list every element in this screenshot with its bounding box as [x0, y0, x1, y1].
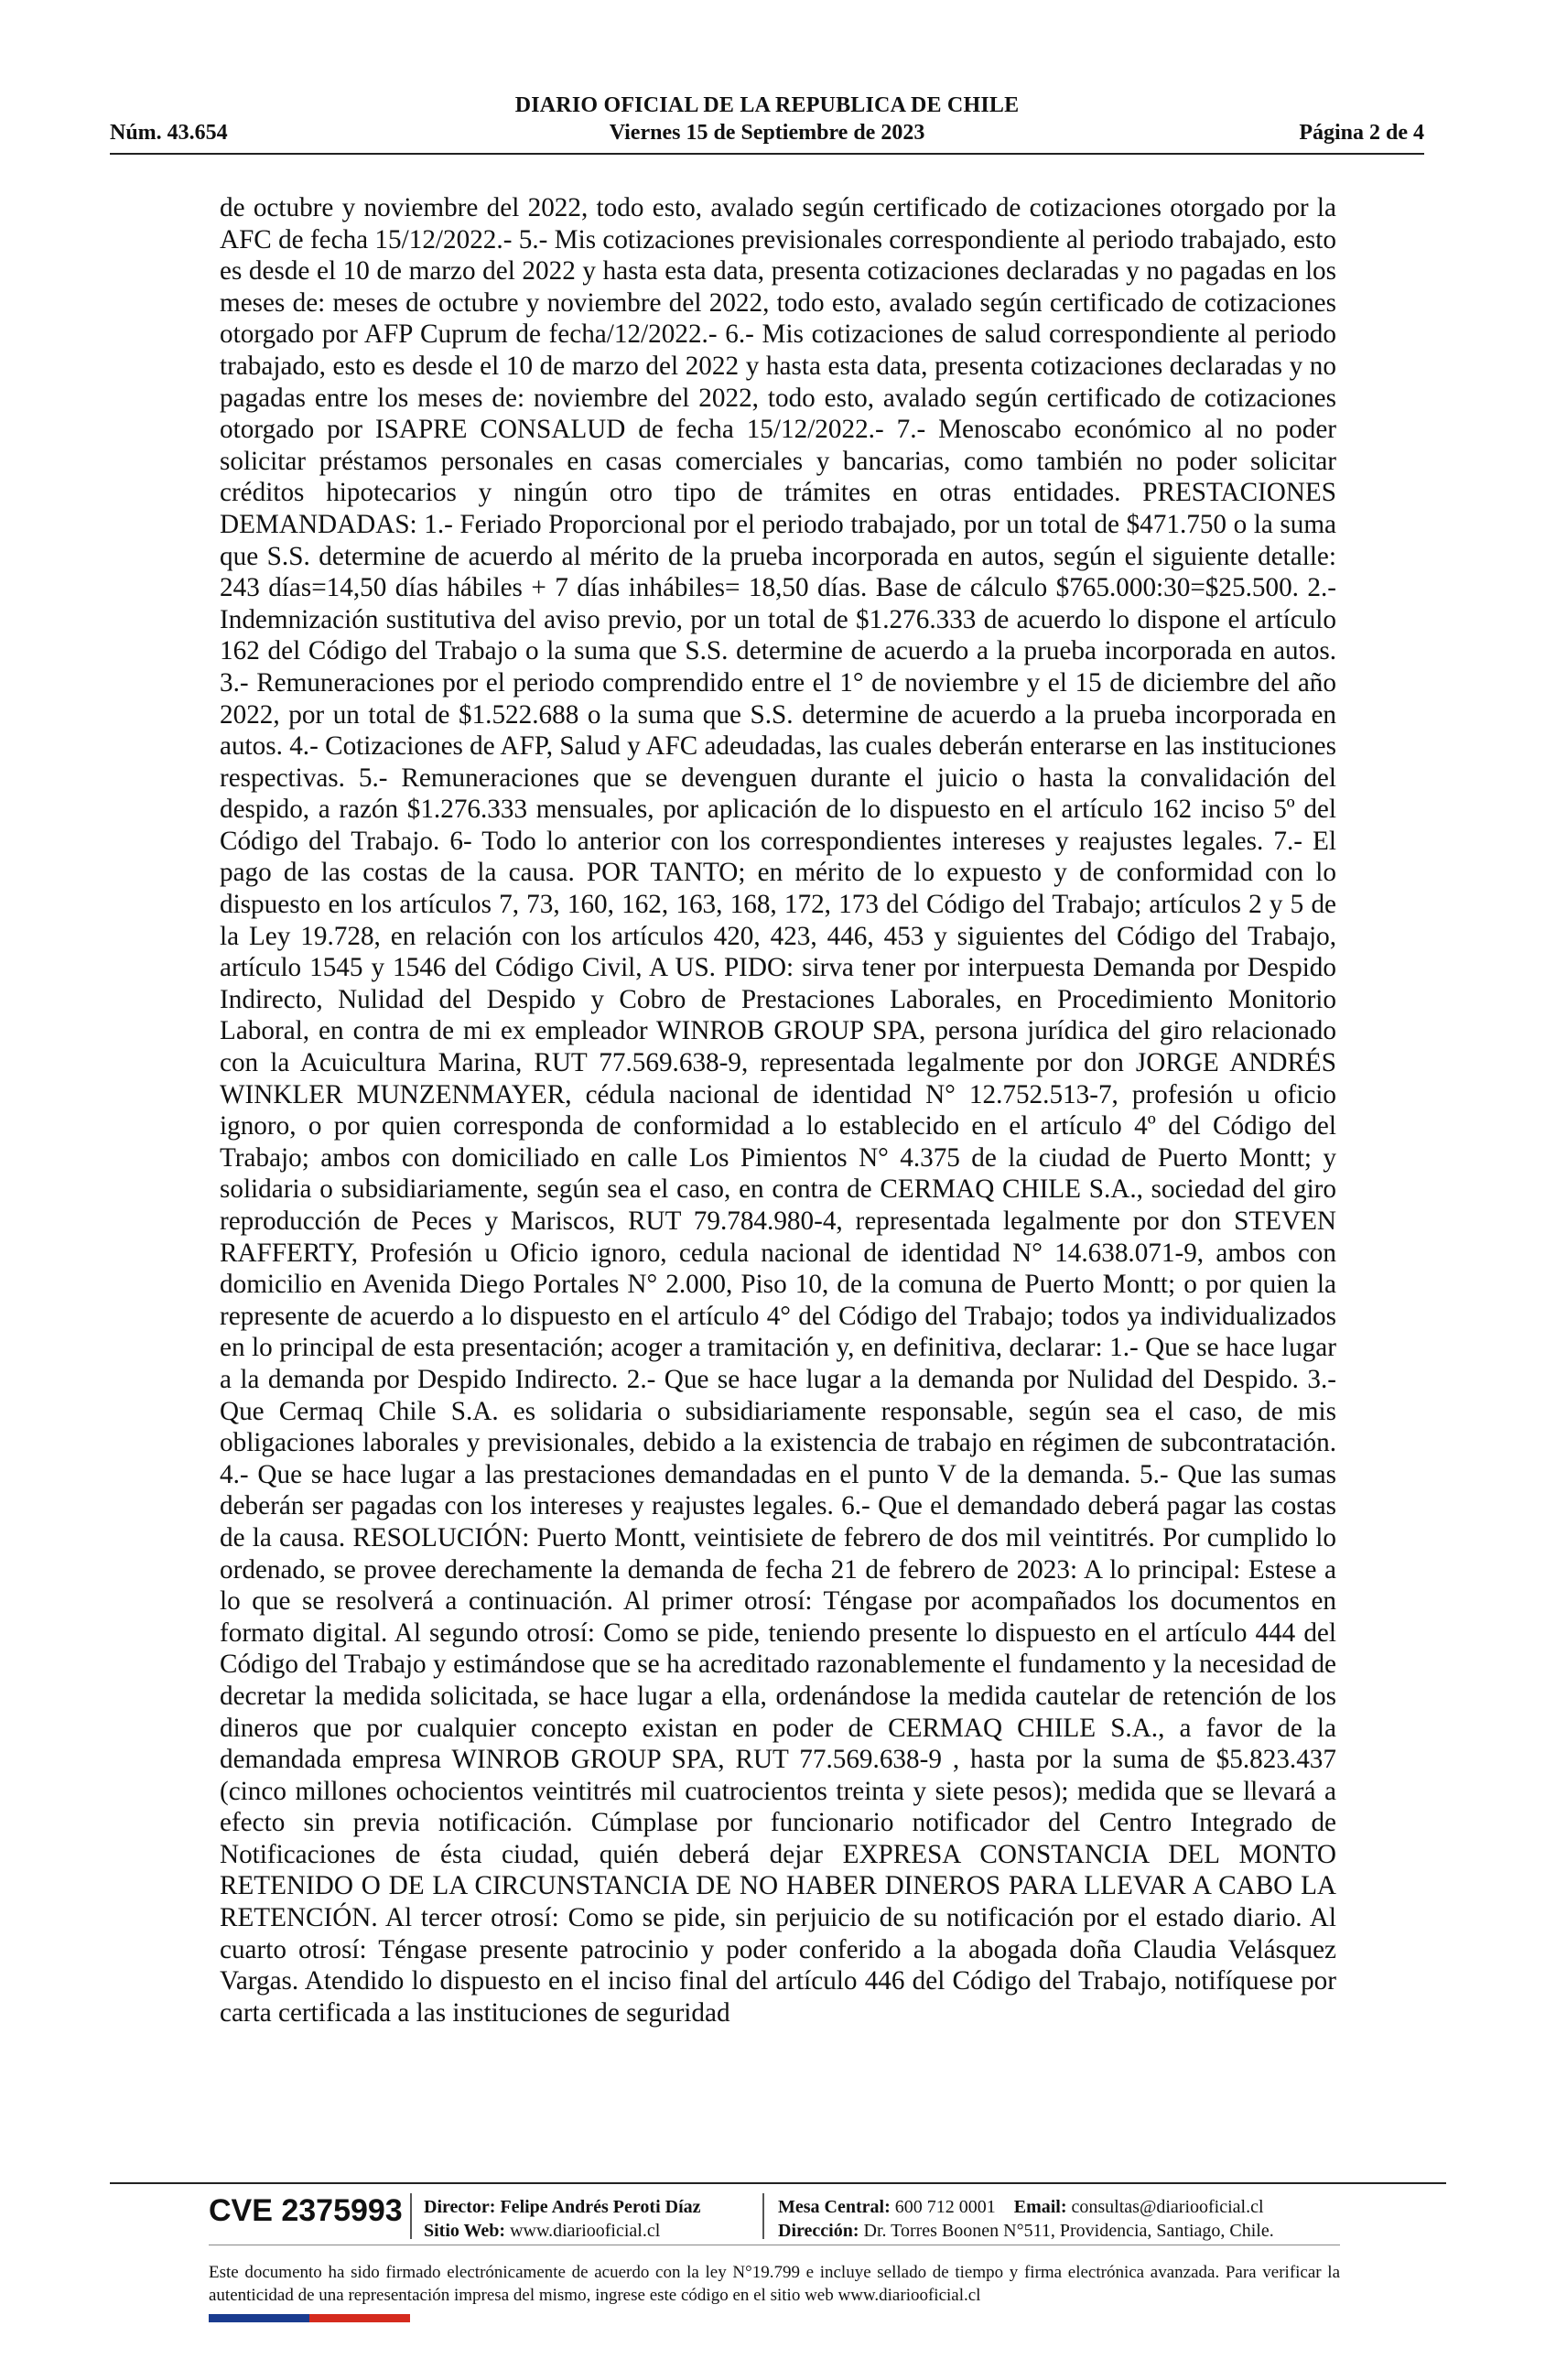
- email-label: Email:: [1013, 2197, 1067, 2217]
- email-address[interactable]: consultas@diariooficial.cl: [1071, 2197, 1264, 2217]
- footer-divider: [110, 2182, 1446, 2184]
- director-label: Director:: [424, 2197, 496, 2217]
- footer-separator: [762, 2193, 764, 2239]
- issue-date: Viernes 15 de Septiembre de 2023: [609, 121, 925, 145]
- cve-code: CVE 2375993: [209, 2193, 403, 2228]
- flag-blue-segment: [209, 2314, 309, 2322]
- flag-red-segment: [309, 2314, 410, 2322]
- gazette-title: DIARIO OFICIAL DE LA REPUBLICA DE CHILE: [514, 93, 1020, 117]
- page-header: [110, 92, 1424, 156]
- address-value: Dr. Torres Boonen N°511, Providencia, Santiago, Chile.: [863, 2221, 1274, 2241]
- body-paragraph: de octubre y noviembre del 2022, todo esto, avalado según certificado de cotizaciones otorgado por la AFC de fecha 15/12/2022.- 5.- Mis cotizaciones previsionales correspondiente al periodo trabajado, esto es desde el 10 de marzo del 2022 y hasta esta data, presenta cotizaciones declaradas y no pagadas en los meses de: meses de octubre y noviembre del 2022, todo esto, avalado según certificado de cotizaciones otorgado por AFP Cuprum de fecha/12/2022.- 6.- Mis cotizaciones de salud correspondiente al periodo trabajado, esto es desde el 10 de marzo del 2022 y hasta esta data, presenta cotizaciones declaradas y no pagadas entre los meses de: noviembre del 2022, todo esto, avalado según certificado de cotizaciones otorgado por ISAPRE CONSALUD de fecha 15/12/2022.- 7.- Menoscabo económico al no poder solicitar préstamos personales en casas comerciales y bancarias, como también no poder solicitar créditos hipotecarios y ningún otro tipo de trámites en otras entidades. PRESTACIONES DEMANDADAS: 1.- Feriado Proporcional por el periodo trabajado, por un total de $471.750 o la suma que S.S. determine de acuerdo al mérito de la prueba incorporada en autos, según el siguiente detalle: 243 días=14,50 días hábiles + 7 días inhábiles= 18,50 días. Base de cálculo $765.000:30=$25.500. 2.- Indemnización sustitutiva del aviso previo, por un total de $1.276.333 de acuerdo lo dispone el artículo 162 del Código del Trabajo o la suma que S.S. determine de acuerdo a la prueba incorporada en autos. 3.- Remuneraciones por el periodo comprendido entre el 1° de noviembre y el 15 de diciembre del año 2022, por un total de $1.522.688 o la suma que S.S. determine de acuerdo a la prueba incorporada en autos. 4.- Cotizaciones de AFP, Salud y AFC adeudadas, las cuales deberán enterarse en las instituciones respectivas. 5.- Remuneraciones que se devenguen durante el juicio o hasta la convalidación del despido, a razón $1.276.333 mensuales, por aplicación de lo dispuesto en el artículo 162 inciso 5º del Código del Trabajo. 6- Todo lo anterior con los correspondientes intereses y reajustes legales. 7.- El pago de las costas de la causa. POR TANTO; en mérito de lo expuesto y de conformidad con lo dispuesto en los artículos 7, 73, 160, 162, 163, 168, 172, 173 del Código del Trabajo; artículos 2 y 5 de la Ley 19.728, en relación con los artículos 420, 423, 446, 453 y siguientes del Código del Trabajo, artículo 1545 y 1546 del Código Civil, A US. PIDO: sirva tener por interpuesta Demanda por Despido Indirecto, Nulidad del Despido y Cobro de Prestaciones Laborales, en Procedimiento Monitorio Laboral, en contra de mi ex empleador WINROB GROUP SPA, persona jurídica del giro relacionado con la Acuicultura Marina, RUT 77.569.638-9, representada legalmente por don JORGE ANDRÉS WINKLER MUNZENMAYER, cédula nacional de identidad N° 12.752.513-7, profesión u oficio ignoro, o por quien corresponda de conformidad a lo establecido en el artículo 4º del Código del Trabajo; ambos con domiciliado en calle Los Pimientos N° 4.375 de la ciudad de Puerto Montt; y solidaria o subsidiariamente, según sea el caso, en contra de CERMAQ CHILE S.A., sociedad del giro reproducción de Peces y Mariscos, RUT 79.784.980-4, representada legalmente por don STEVEN RAFFERTY, Profesión u Oficio ignoro, cedula nacional de identidad N° 14.638.071-9, ambos con domicilio en Avenida Diego Portales N° 2.000, Piso 10, de la comuna de Puerto Montt; o por quien la represente de acuerdo a lo dispuesto en el artículo 4° del Código del Trabajo; todos ya individualizados en lo principal de esta presentación; acoger a tramitación y, en definitiva, declarar: 1.- Que se hace lugar a la demanda por Despido Indirecto. 2.- Que se hace lugar a la demanda por Nulidad del Despido. 3.- Que Cermaq Chile S.A. es solidaria o subsidiariamente responsable, según sea el caso, de mis obligaciones laborales y previsionales, debido a la existencia de trabajo en régimen de subcontratación. 4.- Que se hace lugar a las prestaciones demandadas en el punto V de la demanda. 5.- Que las sumas deberán ser pagadas con los intereses y reajustes legales. 6.- Que el demandado deberá pagar las costas de la causa. RESOLUCIÓN: Puerto Montt, veintisiete de febrero de dos mil veintitrés. Por cumplido lo ordenado, se provee derechamente la demanda de fecha 21 de febrero de 2023: A lo principal: Estese a lo que se resolverá a continuación. Al primer otrosí: Téngase por acompañados los documentos en formato digital. Al segundo otrosí: Como se pide, teniendo presente lo dispuesto en el artículo 444 del Código del Trabajo y estimándose que se ha acreditado razonablemente el fundamento y la necesidad de decretar la medida solicitada, se hace lugar a ella, ordenándose la medida cautelar de retención de los dineros que por cualquier concepto existan en poder de CERMAQ CHILE S.A., a favor de la demandada empresa WINROB GROUP SPA, RUT 77.569.638-9 , hasta por la suma de $5.823.437 (cinco millones ochocientos veintitrés mil cuatrocientos treinta y siete pesos); medida que se llevará a efecto sin previa notificación. Cúmplase por funcionario notificador del Centro Integrado de Notificaciones de ésta ciudad, quién deberá dejar EXPRESA CONSTANCIA DEL MONTO RETENIDO O DE LA CIRCUNSTANCIA DE NO HABER DINEROS PARA LLEVAR A CABO LA RETENCIÓN. Al tercer otrosí: Como se pide, sin perjuicio de su notificación por el estado diario. Al cuarto otrosí: Téngase presente patrocinio y poder conferido a la abogada doña Claudia Velásquez Vargas. Atendido lo dispuesto en el inciso final del artículo 446 del Código del Trabajo, notifíquese por carta certificada a las instituciones de seguridad: [220, 193, 1336, 2028]
- site-label: Sitio Web:: [424, 2221, 506, 2241]
- chile-flag-bar: [209, 2314, 410, 2322]
- footer-director-block: [424, 2195, 701, 2243]
- mesa-phone: 600 712 0001: [894, 2197, 996, 2217]
- mesa-label: Mesa Central:: [778, 2197, 891, 2217]
- header-divider: [110, 153, 1424, 155]
- legal-notice: Este documento ha sido firmado electrónicamente de acuerdo con la ley N°19.799 e incluye sellado de tiempo y firma electrónica avanzada. Para verificar la autenticidad de una representación impresa del mismo, ingrese este código en el sitio web www.diariooficial.cl: [209, 2263, 1340, 2305]
- issue-number: Núm. 43.654: [110, 121, 228, 145]
- site-url[interactable]: www.diariooficial.cl: [510, 2221, 661, 2241]
- footer-separator: [410, 2193, 412, 2239]
- page-number: Página 2 de 4: [1299, 121, 1424, 145]
- director-name: Felipe Andrés Peroti Díaz: [500, 2197, 701, 2217]
- footer-contact-block: [778, 2195, 1274, 2243]
- address-label: Dirección:: [778, 2221, 859, 2241]
